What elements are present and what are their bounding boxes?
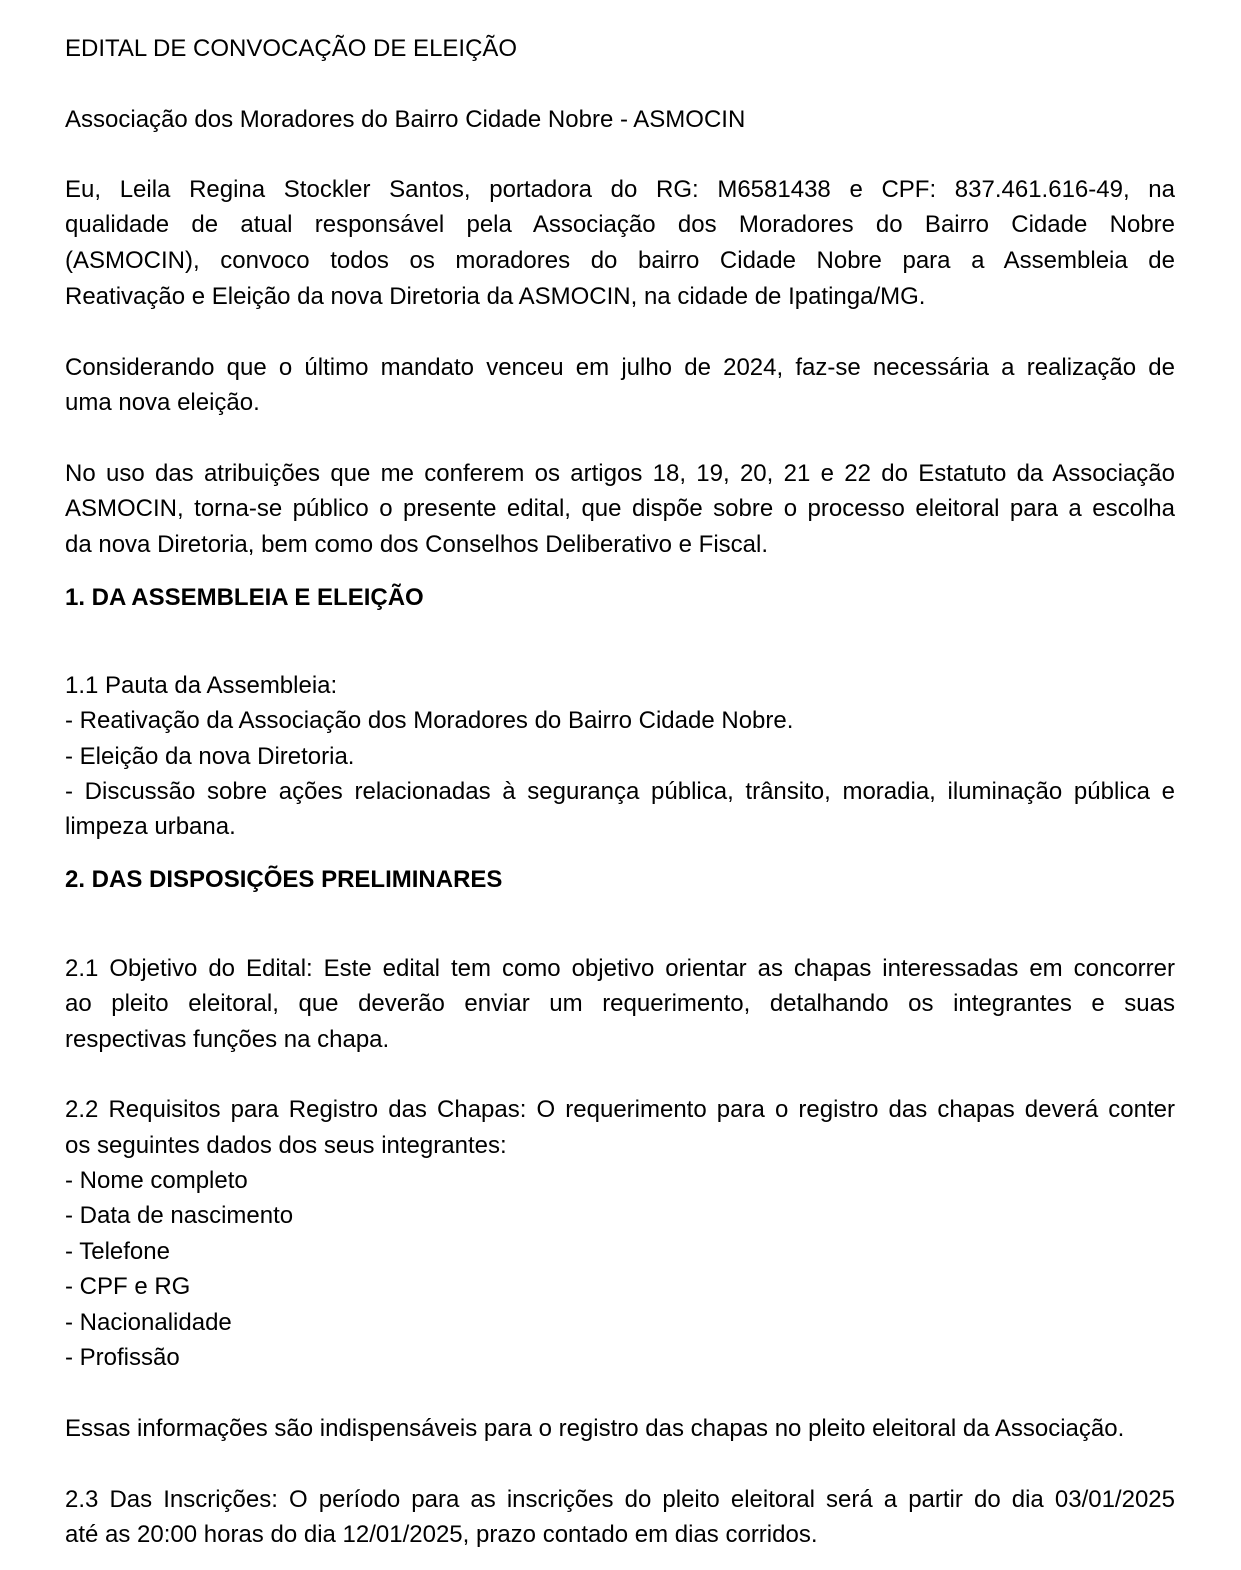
- pauta-item: - Eleição da nova Diretoria.: [65, 743, 355, 770]
- pauta-item: - Reativação da Associação dos Moradores do Bairro Cidade Nobre.: [65, 707, 794, 734]
- document-subtitle: Associação dos Moradores do Bairro Cidade Nobre - ASMOCIN: [65, 106, 746, 133]
- intro-line: (ASMOCIN), convoco todos os moradores do bairro Cidade Nobre para a Assembleia de: [65, 247, 1175, 274]
- considerando-line: Considerando que o último mandato venceu em julho de 2024, faz-se necessária a realização de: [65, 354, 1175, 381]
- objetivo-line: respectivas funções na chapa.: [65, 1026, 390, 1053]
- requisitos-item: - CPF e RG: [65, 1273, 191, 1300]
- section-1-heading: 1. DA ASSEMBLEIA E ELEIÇÃO: [65, 584, 424, 611]
- atribuicoes-line: ASMOCIN, torna-se público o presente edital, que dispõe sobre o processo eleitoral para a escolha: [65, 495, 1175, 522]
- inscricoes-line: 2.3 Das Inscrições: O período para as inscrições do pleito eleitoral será a partir do dia 03/01/2025: [65, 1486, 1175, 1513]
- atribuicoes-line: No uso das atribuições que me conferem os artigos 18, 19, 20, 21 e 22 do Estatuto da Associação: [65, 460, 1175, 487]
- pauta-title: 1.1 Pauta da Assembleia:: [65, 672, 338, 699]
- intro-line: Reativação e Eleição da nova Diretoria da ASMOCIN, na cidade de Ipatinga/MG.: [65, 283, 926, 310]
- intro-line: Eu, Leila Regina Stockler Santos, portadora do RG: M6581438 e CPF: 837.461.616-49, na: [65, 176, 1175, 203]
- requisitos-item: - Telefone: [65, 1238, 170, 1265]
- objetivo-line: 2.1 Objetivo do Edital: Este edital tem como objetivo orientar as chapas interessadas em concorrer: [65, 955, 1175, 982]
- requisitos-item: - Nacionalidade: [65, 1309, 232, 1336]
- requisitos-item: - Profissão: [65, 1344, 180, 1371]
- inscricoes-line: até as 20:00 horas do dia 12/01/2025, prazo contado em dias corridos.: [65, 1521, 818, 1548]
- document-title: EDITAL DE CONVOCAÇÃO DE ELEIÇÃO: [65, 35, 518, 62]
- indispensaveis-paragraph: Essas informações são indispensáveis para o registro das chapas no pleito eleitoral da Associação.: [65, 1415, 1125, 1442]
- pauta-item: - Discussão sobre ações relacionadas à segurança pública, trânsito, moradia, iluminação pública e: [65, 778, 1175, 805]
- atribuicoes-line: da nova Diretoria, bem como dos Conselhos Deliberativo e Fiscal.: [65, 531, 768, 558]
- objetivo-line: ao pleito eleitoral, que deverão enviar um requerimento, detalhando os integrantes e suas: [65, 990, 1175, 1017]
- intro-line: qualidade de atual responsável pela Associação dos Moradores do Bairro Cidade Nobre: [65, 211, 1175, 238]
- requisitos-line: 2.2 Requisitos para Registro das Chapas: O requerimento para o registro das chapas deverá conter: [65, 1096, 1175, 1123]
- requisitos-item: - Nome completo: [65, 1167, 248, 1194]
- requisitos-item: - Data de nascimento: [65, 1202, 294, 1229]
- section-2-heading: 2. DAS DISPOSIÇÕES PRELIMINARES: [65, 866, 503, 893]
- requisitos-line: os seguintes dados dos seus integrantes:: [65, 1132, 507, 1159]
- considerando-line: uma nova eleição.: [65, 389, 260, 416]
- pauta-item: limpeza urbana.: [65, 813, 236, 840]
